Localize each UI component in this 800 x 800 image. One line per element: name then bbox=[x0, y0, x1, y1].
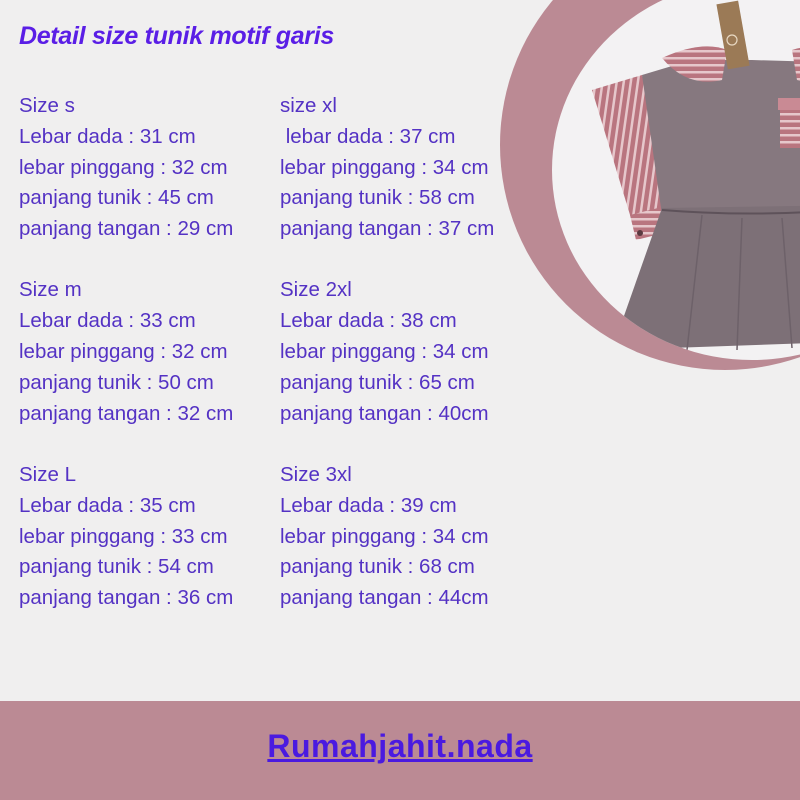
tunic-illustration-icon bbox=[552, 0, 800, 360]
sleeve-length: panjang tangan : 32 cm bbox=[19, 401, 234, 425]
chest-width: Lebar dada : 35 cm bbox=[19, 493, 196, 517]
tunic-length: panjang tunik : 58 cm bbox=[280, 186, 475, 210]
size-heading: Size L bbox=[19, 462, 76, 486]
tunic-length: panjang tunik : 45 cm bbox=[19, 186, 214, 210]
size-block-2xl bbox=[280, 275, 550, 429]
waist-width: lebar pinggang : 32 cm bbox=[19, 155, 228, 179]
tunic-length: panjang tunik : 68 cm bbox=[280, 555, 475, 579]
sleeve-length: panjang tangan : 40cm bbox=[280, 401, 489, 425]
waist-width: lebar pinggang : 32 cm bbox=[19, 340, 228, 364]
size-heading: size xl bbox=[280, 94, 337, 117]
waist-width: lebar pinggang : 34 cm bbox=[280, 524, 489, 548]
shop-link[interactable]: Rumahjahit.nada bbox=[267, 728, 533, 764]
footer-band bbox=[0, 701, 800, 800]
sleeve-length: panjang tangan : 29 cm bbox=[19, 217, 234, 241]
size-heading: Size m bbox=[19, 278, 82, 302]
tunic-length: panjang tunik : 65 cm bbox=[280, 370, 475, 394]
size-block-3xl bbox=[280, 460, 550, 614]
sleeve-length: panjang tangan : 36 cm bbox=[19, 586, 234, 610]
waist-width: lebar pinggang : 34 cm bbox=[280, 155, 489, 179]
size-block-l bbox=[19, 460, 289, 614]
chest-width: Lebar dada : 33 cm bbox=[19, 309, 196, 333]
size-block-s bbox=[19, 91, 289, 245]
product-photo bbox=[552, 0, 800, 360]
waist-width: lebar pinggang : 33 cm bbox=[19, 524, 228, 548]
tunic-length: panjang tunik : 50 cm bbox=[19, 370, 214, 394]
size-block-m bbox=[19, 275, 289, 429]
tunic-length: panjang tunik : 54 cm bbox=[19, 555, 214, 579]
chest-width: lebar dada : 37 cm bbox=[280, 124, 456, 148]
size-heading: Size s bbox=[19, 94, 75, 117]
page-title: Detail size tunik motif garis bbox=[19, 22, 334, 50]
size-heading: Size 3xl bbox=[280, 462, 352, 486]
chest-width: Lebar dada : 39 cm bbox=[280, 493, 457, 517]
chest-width: Lebar dada : 38 cm bbox=[280, 309, 457, 333]
waist-width: lebar pinggang : 34 cm bbox=[280, 340, 489, 364]
size-column-left bbox=[19, 91, 289, 644]
chest-width: Lebar dada : 31 cm bbox=[19, 124, 196, 148]
sleeve-length: panjang tangan : 44cm bbox=[280, 586, 489, 610]
size-heading: Size 2xl bbox=[280, 278, 352, 302]
sleeve-length: panjang tangan : 37 cm bbox=[280, 217, 495, 241]
